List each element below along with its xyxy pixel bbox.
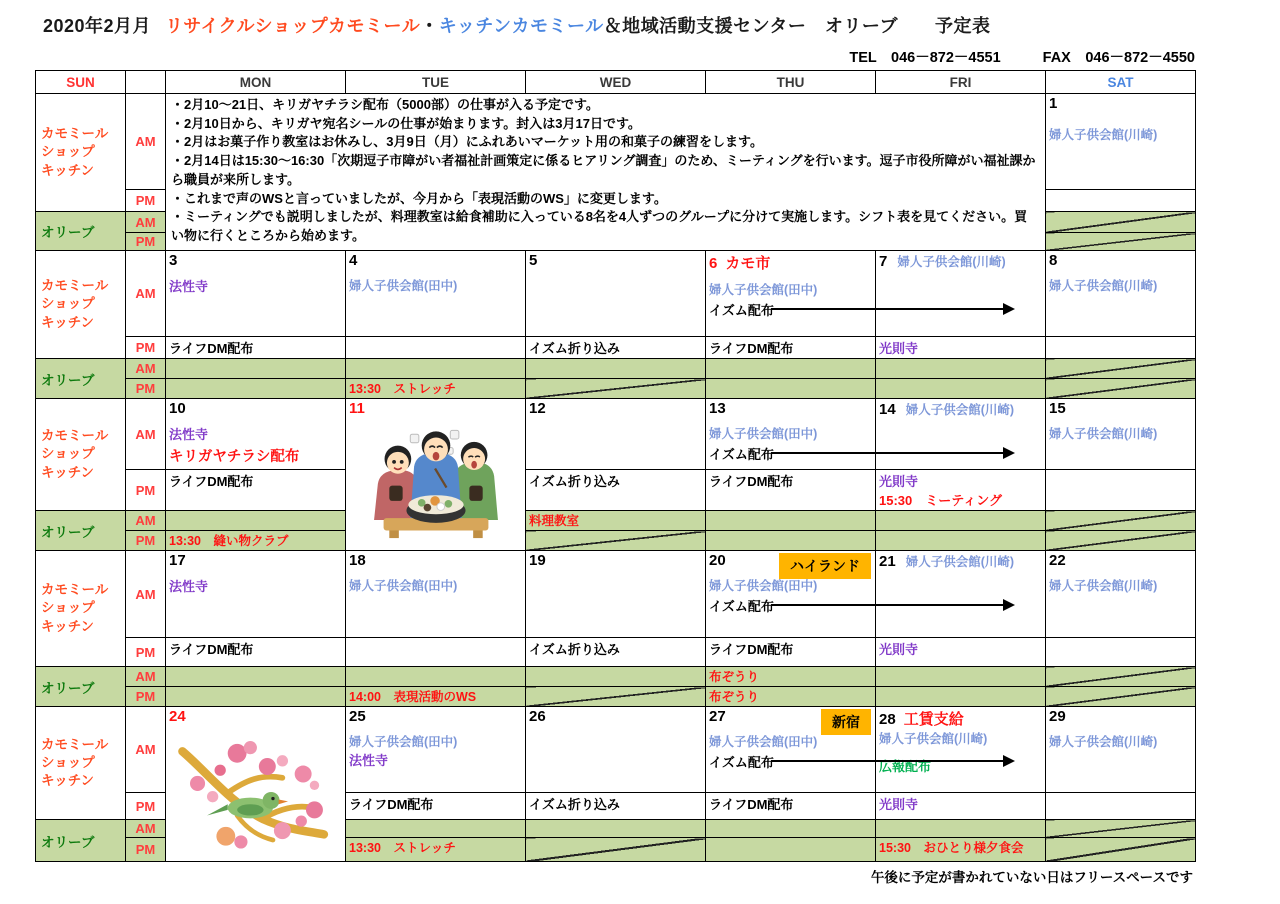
day-number: 28 bbox=[879, 711, 896, 728]
day-cell-sat-8 bbox=[1046, 251, 1196, 337]
olive-cell bbox=[526, 820, 706, 838]
olive-cell bbox=[876, 687, 1046, 707]
temple-label: 光則寺 bbox=[879, 474, 919, 489]
day-number: 5 bbox=[529, 252, 538, 269]
contact-line bbox=[35, 46, 1195, 67]
pm-label: PM bbox=[126, 793, 166, 820]
day-number: 17 bbox=[169, 552, 186, 569]
olive-activity: 14:00 表現活動のWS bbox=[346, 687, 526, 707]
olive-cell bbox=[526, 667, 706, 687]
temple-label: 法性寺 bbox=[169, 279, 209, 295]
venue-label: 婦人子供会館(川崎) bbox=[879, 732, 988, 746]
olive-cell bbox=[706, 359, 876, 379]
venue-label: 婦人子供会館(川崎) bbox=[1049, 128, 1158, 143]
task-with-arrow: イズム配布 bbox=[709, 300, 872, 319]
olive-cell bbox=[876, 820, 1046, 838]
title-separator: ・ bbox=[420, 16, 439, 36]
day-cell-mon-17 bbox=[166, 551, 346, 638]
pm-label: PM bbox=[126, 379, 166, 399]
event-label: 15:30 ミーティング bbox=[879, 493, 1002, 508]
pm-task: ライフDM配布 bbox=[706, 793, 876, 820]
day-cell-mon-10 bbox=[166, 399, 346, 470]
day-number: 15 bbox=[1049, 400, 1066, 417]
day-cell-tue-25 bbox=[346, 707, 526, 793]
temple-label: 法性寺 bbox=[169, 427, 209, 443]
day-number: 6 bbox=[709, 255, 718, 272]
event-label: カモ市 bbox=[725, 255, 771, 272]
section-label-olive: オリーブ bbox=[36, 667, 126, 707]
olive-activity: 料理教室 bbox=[526, 511, 706, 531]
olive-activity: 15:30 おひとり様夕食会 bbox=[876, 838, 1046, 862]
task-with-arrow: イズム配布 bbox=[709, 752, 872, 771]
temple-label: 法性寺 bbox=[349, 753, 389, 769]
title-month: 2020年2月月 bbox=[43, 16, 152, 36]
fax-number: FAX 046－872－4550 bbox=[1042, 50, 1195, 66]
right-arrow bbox=[771, 452, 1013, 454]
olive-cell bbox=[166, 379, 346, 399]
am-label: AM bbox=[126, 251, 166, 337]
section-label-kamomiru: カモミール ショップ キッチン bbox=[36, 707, 126, 820]
day-cell-thu-27 bbox=[706, 707, 876, 793]
pm-label: PM bbox=[126, 190, 166, 212]
note-line: ・2月10～21日、キリガヤチラシ配布（5000部）の仕事が入る予定です。 bbox=[171, 97, 599, 112]
olive-cell bbox=[876, 667, 1046, 687]
empty-cell bbox=[346, 337, 526, 359]
pm-label: PM bbox=[126, 233, 166, 251]
notice-label: 広報配布 bbox=[879, 759, 932, 774]
venue-label: 婦人子供会館(川崎) bbox=[1049, 279, 1158, 294]
venue-label: 婦人子供会館(田中) bbox=[349, 735, 458, 750]
day-number: 3 bbox=[169, 252, 178, 269]
note-line: ・2月はお菓子作り教室はお休みし、3月9日（月）にふれあいマーケット用の和菓子の練習をします。 bbox=[171, 134, 764, 150]
temple-label: 法性寺 bbox=[169, 579, 209, 595]
highlight-badge-highland: ハイランド bbox=[779, 553, 871, 579]
am-label: AM bbox=[126, 94, 166, 190]
closed-cell bbox=[1046, 838, 1196, 862]
day-cell-sat-15 bbox=[1046, 399, 1196, 470]
day-cell-mon-24 bbox=[166, 707, 346, 862]
empty-cell bbox=[1046, 470, 1196, 511]
note-line: ・これまで声のWSと言っていましたが、今月から「表現活動のWS」に変更します。 bbox=[171, 190, 667, 206]
olive-cell bbox=[526, 359, 706, 379]
venue-label: 婦人子供会館(田中) bbox=[349, 279, 458, 294]
olive-activity: 13:30 縫い物クラブ bbox=[166, 531, 346, 551]
am-label: AM bbox=[126, 820, 166, 838]
closed-cell bbox=[526, 531, 706, 551]
venue-label: 婦人子供会館(田中) bbox=[709, 283, 818, 297]
day-number: 20 bbox=[709, 552, 726, 569]
closed-cell bbox=[526, 379, 706, 399]
am-label: AM bbox=[126, 707, 166, 793]
venue-label: 婦人子供会館(川崎) bbox=[1049, 427, 1158, 442]
section-label-olive: オリーブ bbox=[36, 212, 126, 251]
weekday-header-sat: SAT bbox=[1046, 71, 1196, 94]
pm-task: イズム折り込み bbox=[526, 337, 706, 359]
day-number: 25 bbox=[349, 708, 366, 725]
olive-activity: 布ぞうり bbox=[706, 687, 876, 707]
olive-cell bbox=[166, 687, 346, 707]
pm-label: PM bbox=[126, 638, 166, 667]
olive-cell bbox=[166, 511, 346, 531]
pm-label: PM bbox=[126, 838, 166, 862]
section-label-olive: オリーブ bbox=[36, 359, 126, 399]
pm-task: ライフDM配布 bbox=[706, 470, 876, 511]
page-title bbox=[35, 12, 1280, 38]
day-cell-tue-4 bbox=[346, 251, 526, 337]
note-line: ・2月10日から、キリガヤ宛名シールの仕事が始まります。封入は3月17日です。 bbox=[171, 115, 641, 131]
day-cell-sat-29 bbox=[1046, 707, 1196, 793]
olive-activity: 13:30 ストレッチ bbox=[346, 838, 526, 862]
am-label: AM bbox=[126, 399, 166, 470]
day-number: 18 bbox=[349, 552, 366, 569]
pm-task: ライフDM配布 bbox=[346, 793, 526, 820]
olive-cell bbox=[166, 667, 346, 687]
closed-cell bbox=[1046, 687, 1196, 707]
olive-cell bbox=[346, 667, 526, 687]
closed-cell bbox=[526, 687, 706, 707]
closed-cell bbox=[1046, 820, 1196, 838]
pm-task: イズム折り込み bbox=[526, 470, 706, 511]
highlight-badge-shinjuku: 新宿 bbox=[821, 709, 871, 735]
section-label-kamomiru: カモミール ショップ キッチン bbox=[36, 94, 126, 212]
olive-cell bbox=[346, 359, 526, 379]
right-arrow bbox=[771, 604, 1013, 606]
day-cell-tue-11 bbox=[346, 399, 526, 551]
empty-cell bbox=[1046, 190, 1196, 212]
olive-activity: 13:30 ストレッチ bbox=[346, 379, 526, 399]
day-number: 10 bbox=[169, 400, 186, 417]
olive-cell bbox=[876, 511, 1046, 531]
day-cell-thu-20 bbox=[706, 551, 876, 638]
olive-cell bbox=[876, 379, 1046, 399]
pm-label: PM bbox=[126, 531, 166, 551]
task-with-arrow: イズム配布 bbox=[709, 444, 872, 463]
olive-cell bbox=[706, 838, 876, 862]
olive-cell bbox=[166, 359, 346, 379]
pm-cell-fri-14 bbox=[876, 470, 1046, 511]
plum-bird-illustration bbox=[169, 725, 342, 860]
calendar-table bbox=[35, 70, 1196, 862]
olive-activity: 布ぞうり bbox=[706, 667, 876, 687]
pm-label: PM bbox=[126, 687, 166, 707]
day-cell-sat-22 bbox=[1046, 551, 1196, 638]
closed-cell bbox=[1046, 233, 1196, 251]
footer-note: 午後に予定が書かれていない日はフリースペースです bbox=[870, 870, 1193, 886]
section-label-olive: オリーブ bbox=[36, 820, 126, 862]
day-cell-fri-21 bbox=[876, 551, 1046, 638]
am-label: AM bbox=[126, 359, 166, 379]
empty-cell bbox=[1046, 337, 1196, 359]
tel-number: TEL 046－872－4551 bbox=[849, 50, 1001, 66]
day-cell-fri-14 bbox=[876, 399, 1046, 470]
pm-task: ライフDM配布 bbox=[166, 470, 346, 511]
venue-label: 婦人子供会館(田中) bbox=[709, 427, 818, 442]
olive-cell bbox=[706, 820, 876, 838]
venue-label: 婦人子供会館(川崎) bbox=[897, 255, 1006, 269]
day-cell-wed-26 bbox=[526, 707, 706, 793]
olive-cell bbox=[706, 511, 876, 531]
day-number: 29 bbox=[1049, 708, 1066, 725]
day-number: 8 bbox=[1049, 252, 1058, 269]
title-recycle-shop: リサイクルショップカモミール bbox=[165, 16, 421, 36]
day-cell-sat-1 bbox=[1046, 94, 1196, 190]
day-number: 4 bbox=[349, 252, 358, 269]
venue-label: 婦人子供会館(田中) bbox=[709, 735, 818, 750]
empty-cell bbox=[1046, 638, 1196, 667]
day-cell-tue-18 bbox=[346, 551, 526, 638]
am-label: AM bbox=[126, 212, 166, 233]
weekday-header-fri: FRI bbox=[876, 71, 1046, 94]
section-label-kamomiru: カモミール ショップ キッチン bbox=[36, 399, 126, 511]
hotpot-illustration bbox=[349, 417, 522, 544]
day-cell-thu-6 bbox=[706, 251, 876, 337]
pm-task: ライフDM配布 bbox=[706, 337, 876, 359]
closed-cell bbox=[526, 838, 706, 862]
olive-cell bbox=[346, 820, 526, 838]
task-with-arrow: イズム配布 bbox=[709, 596, 872, 615]
closed-cell bbox=[1046, 511, 1196, 531]
day-number: 27 bbox=[709, 708, 726, 725]
right-arrow bbox=[771, 308, 1013, 310]
title-olive-center: ＆地域活動支援センター オリーブ 予定表 bbox=[603, 16, 991, 36]
weekday-header-wed: WED bbox=[526, 71, 706, 94]
temple-label: 光則寺 bbox=[876, 638, 1046, 667]
olive-cell bbox=[706, 379, 876, 399]
venue-label: 婦人子供会館(川崎) bbox=[1049, 579, 1158, 594]
day-number: 26 bbox=[529, 708, 546, 725]
note-line: ・2月14日は15:30～16:30「次期逗子市障がい者福祉計画策定に係るヒアリング調査」のため、ミーティングを行います。逗子市役所障がい福祉課から職員が来所します。 bbox=[171, 153, 1036, 187]
pm-task: イズム折り込み bbox=[526, 793, 706, 820]
empty-cell bbox=[346, 638, 526, 667]
pm-label: PM bbox=[126, 337, 166, 359]
day-cell-wed-19 bbox=[526, 551, 706, 638]
weekday-header-sun: SUN bbox=[36, 71, 126, 94]
day-cell-wed-5 bbox=[526, 251, 706, 337]
am-label: AM bbox=[126, 667, 166, 687]
day-cell-mon-3 bbox=[166, 251, 346, 337]
day-number: 21 bbox=[879, 553, 896, 570]
weekday-header-row bbox=[36, 71, 1196, 94]
weekday-header-mon: MON bbox=[166, 71, 346, 94]
empty-cell bbox=[1046, 793, 1196, 820]
pm-task: ライフDM配布 bbox=[166, 638, 346, 667]
note-line: ・ミーティングでも説明しましたが、料理教室は給食補助に入っている8名を4人ずつのグループに分けて実施します。シフト表を見てください。買い物に行くところから始めます。 bbox=[171, 209, 1028, 244]
olive-cell bbox=[876, 359, 1046, 379]
day-number: 11 bbox=[349, 400, 365, 417]
closed-cell bbox=[1046, 359, 1196, 379]
weekday-header-thu: THU bbox=[706, 71, 876, 94]
section-label-olive: オリーブ bbox=[36, 511, 126, 551]
day-cell-thu-13 bbox=[706, 399, 876, 470]
pm-task: イズム折り込み bbox=[526, 638, 706, 667]
event-label: キリガヤチラシ配布 bbox=[169, 449, 300, 466]
venue-label: 婦人子供会館(川崎) bbox=[905, 403, 1015, 417]
pm-label: PM bbox=[126, 470, 166, 511]
day-cell-fri-28 bbox=[876, 707, 1046, 793]
pm-task: ライフDM配布 bbox=[166, 337, 346, 359]
day-number: 1 bbox=[1049, 95, 1058, 112]
day-number: 7 bbox=[879, 253, 888, 270]
day-number: 19 bbox=[529, 552, 546, 569]
weekly-notes bbox=[166, 94, 1046, 251]
pm-task: ライフDM配布 bbox=[706, 638, 876, 667]
olive-cell bbox=[876, 531, 1046, 551]
am-label: AM bbox=[126, 551, 166, 638]
day-cell-fri-7 bbox=[876, 251, 1046, 337]
day-number: 14 bbox=[879, 401, 896, 418]
day-number: 13 bbox=[709, 400, 726, 417]
section-label-kamomiru: カモミール ショップ キッチン bbox=[36, 551, 126, 667]
title-kitchen: キッチンカモミール bbox=[438, 16, 604, 36]
weekday-header-ampm-spacer bbox=[126, 71, 166, 94]
event-label: 工賃支給 bbox=[903, 711, 964, 728]
section-label-kamomiru: カモミール ショップ キッチン bbox=[36, 251, 126, 359]
day-cell-wed-12 bbox=[526, 399, 706, 470]
day-number: 12 bbox=[529, 400, 546, 417]
venue-label: 婦人子供会館(川崎) bbox=[905, 555, 1015, 569]
olive-cell bbox=[706, 531, 876, 551]
venue-label: 婦人子供会館(田中) bbox=[349, 579, 458, 594]
closed-cell bbox=[1046, 667, 1196, 687]
temple-label: 光則寺 bbox=[876, 337, 1046, 359]
day-number: 24 bbox=[169, 708, 186, 725]
venue-label: 婦人子供会館(川崎) bbox=[1049, 735, 1158, 750]
closed-cell bbox=[1046, 379, 1196, 399]
weekday-header-tue: TUE bbox=[346, 71, 526, 94]
day-number: 22 bbox=[1049, 552, 1066, 569]
venue-label: 婦人子供会館(田中) bbox=[709, 579, 818, 594]
closed-cell bbox=[1046, 531, 1196, 551]
closed-cell bbox=[1046, 212, 1196, 233]
am-label: AM bbox=[126, 511, 166, 531]
right-arrow bbox=[771, 760, 1013, 762]
temple-label: 光則寺 bbox=[876, 793, 1046, 820]
